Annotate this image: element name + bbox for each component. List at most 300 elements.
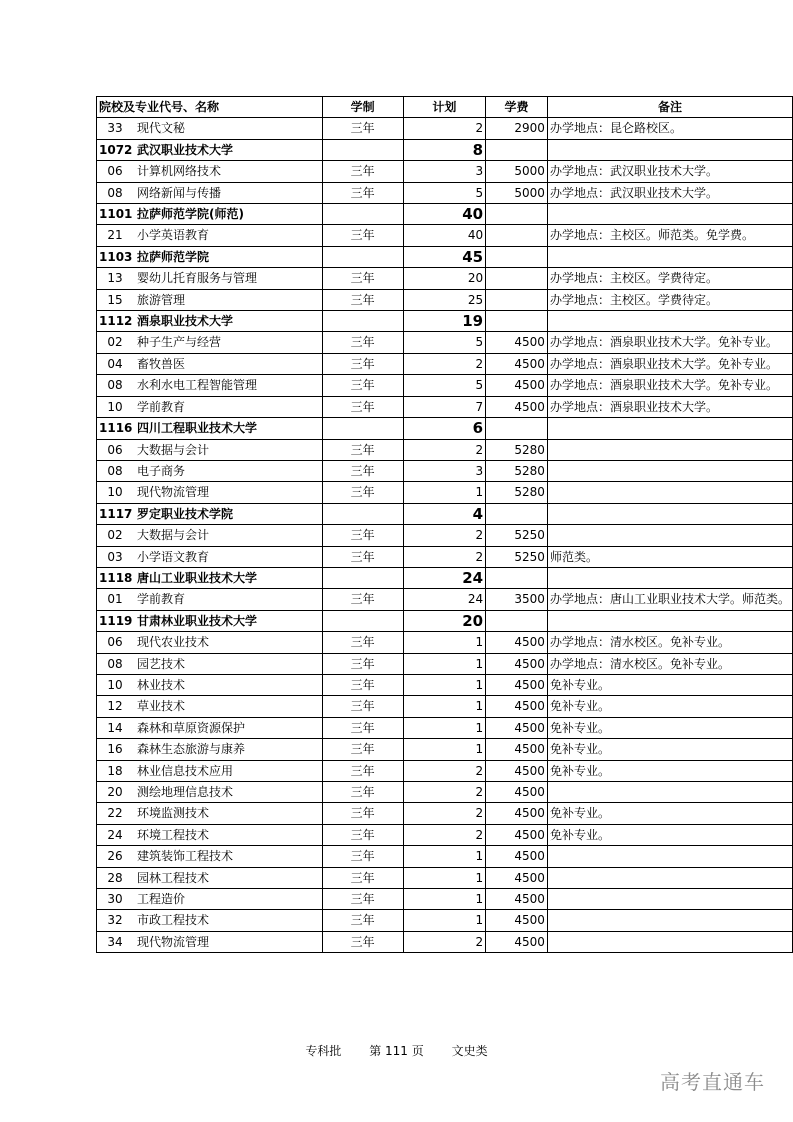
- major-fee: 4500: [486, 353, 548, 374]
- major-plan: 2: [403, 353, 485, 374]
- major-length: 三年: [322, 546, 403, 567]
- major-note: 办学地点：武汉职业技术大学。: [547, 161, 792, 182]
- major-note: 办学地点：清水校区。免补专业。: [547, 653, 792, 674]
- header-note: 备注: [547, 97, 792, 118]
- major-length: 三年: [322, 739, 403, 760]
- major-plan: 3: [403, 460, 485, 481]
- school-row: [97, 204, 793, 225]
- major-row: [97, 482, 793, 503]
- major-length: 三年: [322, 803, 403, 824]
- major-length: 三年: [322, 674, 403, 695]
- school-note-cell: [547, 139, 792, 160]
- major-length: 三年: [322, 332, 403, 353]
- major-row: [97, 439, 793, 460]
- table-header-row: [97, 97, 793, 118]
- major-note: 免补专业。: [547, 824, 792, 845]
- major-length: 三年: [322, 118, 403, 139]
- school-row: [97, 503, 793, 524]
- major-row: [97, 332, 793, 353]
- school-row: [97, 246, 793, 267]
- major-name-cell: [97, 782, 323, 803]
- major-plan: 1: [403, 632, 485, 653]
- school-name-cell: [97, 204, 323, 225]
- major-length: 三年: [322, 760, 403, 781]
- major-code: 04: [107, 356, 123, 371]
- school-name: 拉萨师范学院: [137, 249, 210, 264]
- major-code: 32: [107, 913, 123, 928]
- major-plan: 1: [403, 910, 485, 931]
- school-fee-cell: [486, 418, 548, 439]
- school-note-cell: [547, 418, 792, 439]
- major-code: 10: [107, 485, 123, 500]
- school-note-cell: [547, 204, 792, 225]
- major-name: 林业技术: [137, 677, 186, 692]
- major-name-cell: [97, 161, 323, 182]
- watermark-text: 高考直通车: [660, 1070, 765, 1094]
- school-length-cell: [322, 311, 403, 332]
- major-length: 三年: [322, 824, 403, 845]
- school-row: [97, 567, 793, 588]
- major-name: 小学语文教育: [137, 549, 210, 564]
- major-plan: 7: [403, 396, 485, 417]
- major-name-cell: [97, 653, 323, 674]
- school-fee-cell: [486, 139, 548, 160]
- major-note: 办学地点：主校区。学费待定。: [547, 268, 792, 289]
- major-row: [97, 396, 793, 417]
- major-name-cell: [97, 482, 323, 503]
- major-length: 三年: [322, 632, 403, 653]
- major-plan: 2: [403, 931, 485, 952]
- major-name-cell: [97, 118, 323, 139]
- school-fee-cell: [486, 503, 548, 524]
- admission-plan-table: [96, 96, 793, 953]
- major-name-cell: [97, 910, 323, 931]
- major-name-cell: [97, 332, 323, 353]
- major-name-cell: [97, 867, 323, 888]
- major-note: 免补专业。: [547, 803, 792, 824]
- major-row: [97, 460, 793, 481]
- school-fee-cell: [486, 204, 548, 225]
- major-plan: 3: [403, 161, 485, 182]
- major-fee: 4500: [486, 867, 548, 888]
- major-row: [97, 546, 793, 567]
- major-row: [97, 161, 793, 182]
- major-row: [97, 289, 793, 310]
- header-name: 院校及专业代号、名称: [97, 97, 323, 118]
- major-note: [547, 439, 792, 460]
- major-fee: 4500: [486, 375, 548, 396]
- major-name: 大数据与会计: [137, 528, 210, 543]
- major-note: 办学地点：唐山工业职业技术大学。师范类。: [547, 589, 792, 610]
- major-name-cell: [97, 824, 323, 845]
- major-plan: 5: [403, 332, 485, 353]
- major-fee: 5000: [486, 161, 548, 182]
- major-name: 工程造价: [137, 892, 186, 907]
- major-fee: 4500: [486, 824, 548, 845]
- major-name: 市政工程技术: [137, 913, 210, 928]
- major-name-cell: [97, 439, 323, 460]
- major-code: 30: [107, 892, 123, 907]
- major-name-cell: [97, 375, 323, 396]
- major-name-cell: [97, 225, 323, 246]
- major-name-cell: [97, 803, 323, 824]
- major-plan: 20: [403, 268, 485, 289]
- major-name-cell: [97, 525, 323, 546]
- school-length-cell: [322, 503, 403, 524]
- school-plan-total: 24: [403, 567, 485, 588]
- major-name: 现代文秘: [137, 121, 186, 136]
- major-length: 三年: [322, 653, 403, 674]
- school-plan-total: 4: [403, 503, 485, 524]
- major-row: [97, 931, 793, 952]
- major-plan: 1: [403, 653, 485, 674]
- major-name: 建筑装饰工程技术: [137, 849, 234, 864]
- major-note: [547, 782, 792, 803]
- school-plan-total: 45: [403, 246, 485, 267]
- major-fee: 4500: [486, 396, 548, 417]
- major-fee: 4500: [486, 846, 548, 867]
- header-plan: 计划: [403, 97, 485, 118]
- major-length: 三年: [322, 931, 403, 952]
- major-code: 06: [107, 442, 123, 457]
- major-length: 三年: [322, 375, 403, 396]
- school-code: 1112: [99, 314, 133, 329]
- major-note: 免补专业。: [547, 739, 792, 760]
- major-fee: 4500: [486, 332, 548, 353]
- major-fee: 5250: [486, 546, 548, 567]
- major-name-cell: [97, 546, 323, 567]
- school-length-cell: [322, 610, 403, 631]
- major-plan: 1: [403, 867, 485, 888]
- major-note: [547, 910, 792, 931]
- major-code: 02: [107, 335, 123, 350]
- major-length: 三年: [322, 889, 403, 910]
- major-code: 22: [107, 806, 123, 821]
- major-plan: 40: [403, 225, 485, 246]
- major-name: 草业技术: [137, 699, 186, 714]
- page-footer: [0, 1042, 793, 1059]
- major-note: 办学地点：酒泉职业技术大学。: [547, 396, 792, 417]
- major-row: [97, 760, 793, 781]
- major-note: [547, 846, 792, 867]
- major-note: 师范类。: [547, 546, 792, 567]
- major-name-cell: [97, 589, 323, 610]
- major-plan: 1: [403, 674, 485, 695]
- major-length: 三年: [322, 696, 403, 717]
- major-fee: 4500: [486, 760, 548, 781]
- major-length: 三年: [322, 717, 403, 738]
- major-row: [97, 225, 793, 246]
- major-plan: 5: [403, 182, 485, 203]
- major-name-cell: [97, 396, 323, 417]
- major-code: 34: [107, 934, 123, 949]
- major-code: 06: [107, 635, 123, 650]
- major-row: [97, 889, 793, 910]
- major-code: 03: [107, 549, 123, 564]
- major-note: [547, 867, 792, 888]
- major-name: 学前教育: [137, 592, 186, 607]
- major-name: 现代物流管理: [137, 485, 210, 500]
- school-fee-cell: [486, 246, 548, 267]
- school-row: [97, 610, 793, 631]
- school-fee-cell: [486, 311, 548, 332]
- school-row: [97, 139, 793, 160]
- major-note: 办学地点：酒泉职业技术大学。免补专业。: [547, 375, 792, 396]
- major-note: 办学地点：主校区。学费待定。: [547, 289, 792, 310]
- major-length: 三年: [322, 482, 403, 503]
- major-note: 办学地点：酒泉职业技术大学。免补专业。: [547, 332, 792, 353]
- major-plan: 2: [403, 824, 485, 845]
- major-name: 婴幼儿托育服务与管理: [137, 271, 258, 286]
- school-plan-total: 8: [403, 139, 485, 160]
- major-code: 08: [107, 378, 123, 393]
- major-code: 08: [107, 656, 123, 671]
- major-code: 13: [107, 271, 123, 286]
- major-plan: 1: [403, 696, 485, 717]
- major-plan: 2: [403, 525, 485, 546]
- major-name: 小学英语教育: [137, 228, 210, 243]
- school-plan-total: 6: [403, 418, 485, 439]
- major-plan: 1: [403, 739, 485, 760]
- school-plan-total: 40: [403, 204, 485, 225]
- major-fee: 2900: [486, 118, 548, 139]
- major-row: [97, 375, 793, 396]
- school-name: 甘肃林业职业技术大学: [137, 613, 258, 628]
- school-note-cell: [547, 311, 792, 332]
- major-length: 三年: [322, 225, 403, 246]
- major-plan: 1: [403, 717, 485, 738]
- major-length: 三年: [322, 161, 403, 182]
- major-plan: 2: [403, 439, 485, 460]
- major-name-cell: [97, 460, 323, 481]
- major-plan: 2: [403, 118, 485, 139]
- major-row: [97, 353, 793, 374]
- major-row: [97, 739, 793, 760]
- major-name-cell: [97, 353, 323, 374]
- major-name: 环境工程技术: [137, 827, 210, 842]
- major-name: 电子商务: [137, 463, 186, 478]
- major-name: 园艺技术: [137, 656, 186, 671]
- major-plan: 2: [403, 546, 485, 567]
- school-length-cell: [322, 139, 403, 160]
- major-name: 林业信息技术应用: [137, 763, 234, 778]
- major-length: 三年: [322, 460, 403, 481]
- major-length: 三年: [322, 353, 403, 374]
- major-fee: 5000: [486, 182, 548, 203]
- major-note: [547, 889, 792, 910]
- major-code: 18: [107, 763, 123, 778]
- major-code: 08: [107, 463, 123, 478]
- major-name: 森林和草原资源保护: [137, 720, 246, 735]
- major-plan: 1: [403, 482, 485, 503]
- school-code: 1119: [99, 613, 133, 628]
- major-row: [97, 118, 793, 139]
- major-length: 三年: [322, 910, 403, 931]
- major-code: 20: [107, 785, 123, 799]
- major-fee: 4500: [486, 782, 548, 803]
- school-name-cell: [97, 567, 323, 588]
- major-fee: 4500: [486, 910, 548, 931]
- major-length: 三年: [322, 439, 403, 460]
- major-code: 14: [107, 720, 123, 735]
- major-plan: 2: [403, 782, 485, 803]
- major-name: 现代物流管理: [137, 934, 210, 949]
- major-note: 办学地点：清水校区。免补专业。: [547, 632, 792, 653]
- major-name-cell: [97, 717, 323, 738]
- major-note: 办学地点：昆仑路校区。: [547, 118, 792, 139]
- footer-category: 文史类: [451, 1044, 488, 1058]
- major-note: [547, 931, 792, 952]
- school-code: 1116: [99, 421, 133, 436]
- major-name: 学前教育: [137, 399, 186, 414]
- footer-batch: 专科批: [305, 1044, 342, 1058]
- major-fee: 5280: [486, 460, 548, 481]
- major-name-cell: [97, 182, 323, 203]
- major-note: 免补专业。: [547, 696, 792, 717]
- school-name: 武汉职业技术大学: [137, 142, 234, 157]
- major-row: [97, 910, 793, 931]
- major-name-cell: [97, 889, 323, 910]
- major-row: [97, 824, 793, 845]
- school-name: 拉萨师范学院(师范): [137, 207, 244, 222]
- major-fee: [486, 225, 548, 246]
- major-row: [97, 632, 793, 653]
- major-plan: 5: [403, 375, 485, 396]
- major-length: 三年: [322, 525, 403, 546]
- major-code: 24: [107, 827, 123, 842]
- major-name-cell: [97, 931, 323, 952]
- school-length-cell: [322, 204, 403, 225]
- school-code: 1101: [99, 207, 133, 222]
- school-name: 四川工程职业技术大学: [137, 421, 258, 436]
- major-note: 免补专业。: [547, 760, 792, 781]
- major-code: 08: [107, 185, 123, 200]
- school-row: [97, 311, 793, 332]
- school-fee-cell: [486, 610, 548, 631]
- major-fee: 4500: [486, 674, 548, 695]
- school-code: 1103: [99, 249, 133, 264]
- school-row: [97, 418, 793, 439]
- school-note-cell: [547, 246, 792, 267]
- major-row: [97, 846, 793, 867]
- major-row: [97, 653, 793, 674]
- header-fee: 学费: [486, 97, 548, 118]
- major-code: 12: [107, 699, 123, 714]
- major-fee: 4500: [486, 889, 548, 910]
- major-fee: [486, 268, 548, 289]
- major-code: 28: [107, 870, 123, 885]
- major-code: 26: [107, 849, 123, 864]
- major-note: [547, 482, 792, 503]
- major-row: [97, 782, 793, 803]
- major-code: 06: [107, 164, 123, 179]
- major-name-cell: [97, 696, 323, 717]
- major-name: 网络新闻与传播: [137, 185, 222, 200]
- major-name: 园林工程技术: [137, 870, 210, 885]
- major-fee: 4500: [486, 632, 548, 653]
- major-row: [97, 268, 793, 289]
- major-length: 三年: [322, 867, 403, 888]
- major-row: [97, 674, 793, 695]
- major-plan: 1: [403, 889, 485, 910]
- school-code: 1072: [99, 142, 133, 157]
- major-note: [547, 525, 792, 546]
- major-fee: 4500: [486, 739, 548, 760]
- school-plan-total: 19: [403, 311, 485, 332]
- school-name-cell: [97, 418, 323, 439]
- major-name: 畜牧兽医: [137, 356, 186, 371]
- school-name-cell: [97, 610, 323, 631]
- major-name: 测绘地理信息技术: [137, 785, 234, 799]
- school-note-cell: [547, 567, 792, 588]
- school-code: 1118: [99, 570, 133, 585]
- school-length-cell: [322, 246, 403, 267]
- school-plan-total: 20: [403, 610, 485, 631]
- major-fee: 4500: [486, 803, 548, 824]
- header-length: 学制: [322, 97, 403, 118]
- major-fee: 4500: [486, 931, 548, 952]
- major-length: 三年: [322, 396, 403, 417]
- major-row: [97, 717, 793, 738]
- major-length: 三年: [322, 268, 403, 289]
- major-row: [97, 696, 793, 717]
- major-name-cell: [97, 760, 323, 781]
- school-note-cell: [547, 610, 792, 631]
- major-name: 森林生态旅游与康养: [137, 742, 246, 757]
- major-code: 16: [107, 742, 123, 757]
- school-length-cell: [322, 567, 403, 588]
- major-fee: 4500: [486, 653, 548, 674]
- major-plan: 25: [403, 289, 485, 310]
- major-name-cell: [97, 632, 323, 653]
- major-name: 种子生产与经营: [137, 335, 222, 350]
- major-code: 33: [107, 121, 123, 136]
- major-name: 计算机网络技术: [137, 164, 222, 179]
- major-note: 免补专业。: [547, 674, 792, 695]
- major-length: 三年: [322, 589, 403, 610]
- major-name-cell: [97, 846, 323, 867]
- major-length: 三年: [322, 846, 403, 867]
- major-row: [97, 867, 793, 888]
- school-name-cell: [97, 311, 323, 332]
- major-row: [97, 525, 793, 546]
- school-fee-cell: [486, 567, 548, 588]
- major-name-cell: [97, 289, 323, 310]
- school-name: 唐山工业职业技术大学: [137, 570, 258, 585]
- major-note: [547, 460, 792, 481]
- major-row: [97, 182, 793, 203]
- school-name-cell: [97, 503, 323, 524]
- major-name-cell: [97, 268, 323, 289]
- school-code: 1117: [99, 506, 133, 521]
- footer-page-number: 第 111 页: [369, 1044, 424, 1058]
- school-name: 酒泉职业技术大学: [137, 314, 234, 329]
- school-length-cell: [322, 418, 403, 439]
- school-name-cell: [97, 246, 323, 267]
- major-note: 办学地点：酒泉职业技术大学。免补专业。: [547, 353, 792, 374]
- major-name-cell: [97, 739, 323, 760]
- major-plan: 24: [403, 589, 485, 610]
- major-name: 旅游管理: [137, 292, 186, 307]
- major-fee: 3500: [486, 589, 548, 610]
- major-name: 大数据与会计: [137, 442, 210, 457]
- table-body: [97, 118, 793, 953]
- school-name-cell: [97, 139, 323, 160]
- major-plan: 2: [403, 803, 485, 824]
- major-note: 办学地点：武汉职业技术大学。: [547, 182, 792, 203]
- major-code: 02: [107, 528, 123, 543]
- major-length: 三年: [322, 782, 403, 803]
